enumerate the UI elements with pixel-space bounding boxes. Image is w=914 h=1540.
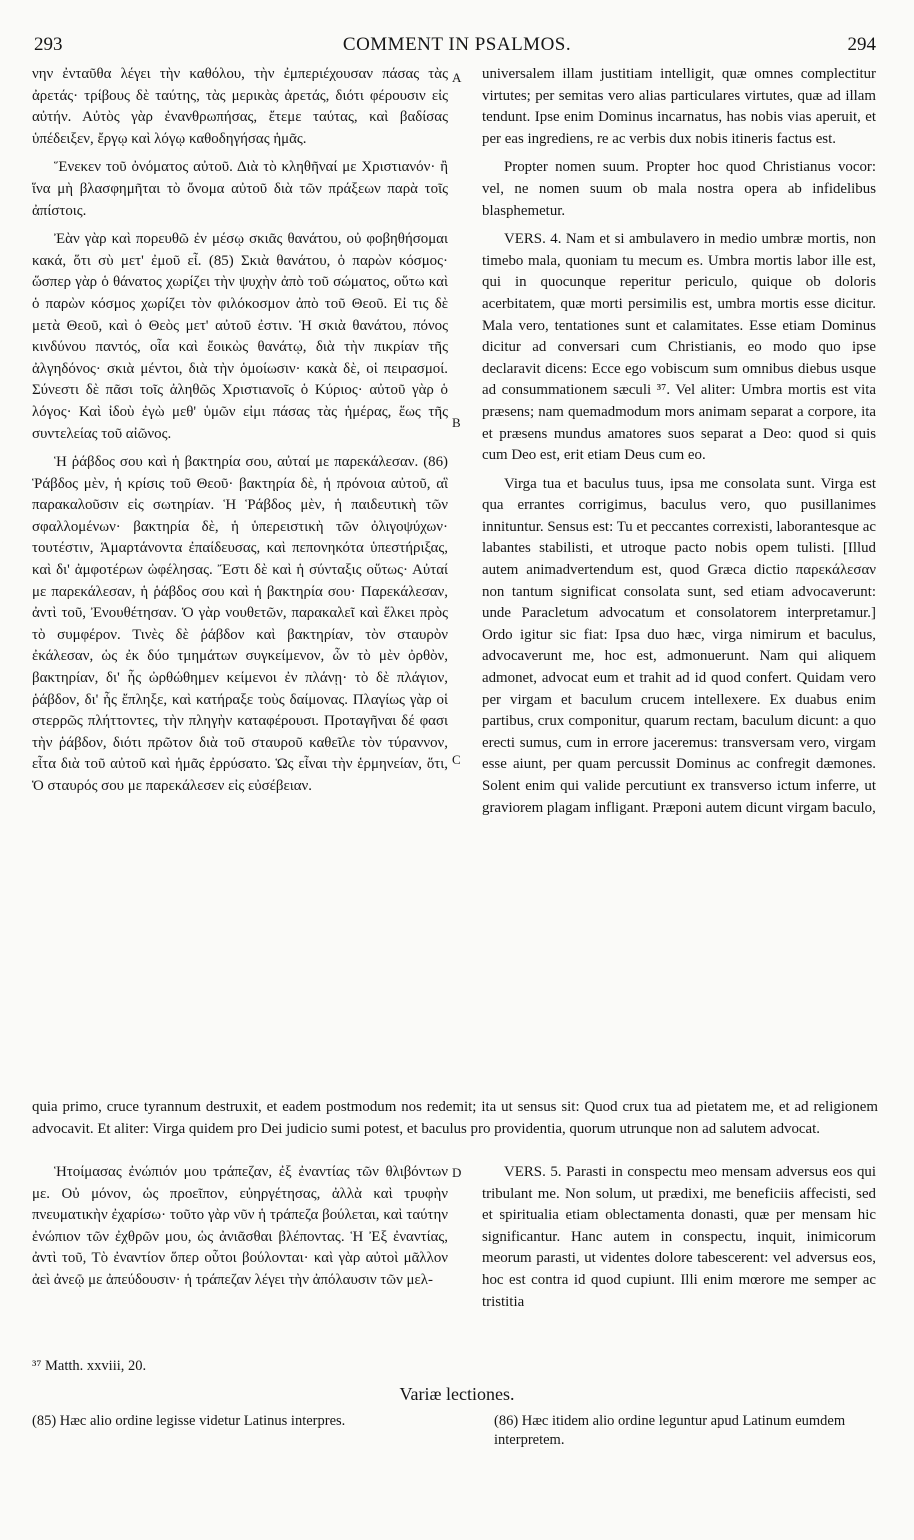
variant-note-86: (86) Hæc itidem alio ordine leguntur apud Latinum eumdem interpretem. bbox=[494, 1413, 846, 1448]
variae-lectiones-title: Variæ lectiones. bbox=[399, 1384, 515, 1404]
latin-paragraph: VERS. 4. Nam et si ambulavero in medio umbræ mortis, non timebo mala, quoniam tu mecum es. Umbra mortis labor ille est, qui in quocunque reperitur periculo, quique ob doloris acerbitatem, quæ morti persimilis est, umbra mortis esse dicitur. Mala vero, tentationes sunt et calamitates. Esse etiam Dominus dicitur ad conversari cum Christianis, eo modo quo ipse declaravit dicens: Ecce ego vobiscum sum omnibus diebus usque ad consummationem sæculi ³⁷. Vel aliter: Umbra mortis est vita præsens; nam quemadmodum mors animam separat a corpore, ita et præsens mundus amatores suos separat a Deo: quod si quis cum Deo est, erit etiam Deus cum eo. bbox=[482, 231, 876, 464]
greek-column bbox=[32, 64, 448, 805]
page-number-right: 294 bbox=[847, 34, 876, 55]
greek-paragraph: Ἕνεκεν τοῦ ὀνόματος αὐτοῦ. Διὰ τὸ κληθῆναί με Χριστιανόν· ἢ ἵνα μὴ βλασφημῆται τὸ ὄνομα αὐτοῦ διὰ τῶν πράξεων παρὰ τοῖς ἀπίστοις. bbox=[32, 159, 448, 219]
variant-note-85: (85) Hæc alio ordine legisse videtur Latinus interpres. bbox=[32, 1413, 346, 1429]
latin-paragraph: VERS. 5. Parasti in conspectu meo mensam adversus eos qui tribulant me. Non solum, ut prædixi, me beneficiis affecisti, sed et spiritualia etiam oblectamenta donasti, quæ per mensam hic significantur. Hanc autem in conspectu, inquit, inimicorum meorum parasti, ut videntes dolore tabescerent: vel adversus eos, hoc est contra id quod cupiunt. Illi enim mœrore me semper ac tristitia bbox=[482, 1164, 876, 1310]
running-title: COMMENT IN PSALMOS. bbox=[342, 34, 572, 55]
latin-column-bottom bbox=[482, 1162, 876, 1320]
page-header bbox=[0, 34, 914, 58]
margin-letter-a: A bbox=[452, 70, 462, 85]
margin-letter-b: B bbox=[452, 415, 461, 430]
greek-paragraph: Ἐὰν γὰρ καὶ πορευθῶ ἐν μέσῳ σκιᾶς θανάτου, οὐ φοβηθήσομαι κακά, ὅτι σὺ μετ' ἐμοῦ εἶ. (85) Σκιὰ θανάτου, ὁ παρὼν κόσμος· ὥσπερ γὰρ ὁ θάνατος χωρίζει τὴν ψυχὴν ἀπὸ τοῦ σώματος, οὕτω καὶ ὁ παρὼν κόσμος χωρίζει τὸν φιλόκοσμον ἀπὸ τοῦ Θεοῦ. Εἰ τις δὲ μετὰ Θεοῦ, καὶ ὁ Θεὸς μετ' αὐτοῦ ἐστιν. Ἡ σκιὰ θανάτου, πόνος κινδύνου παντός, οἷα καὶ ἔοικὼς θανάτῳ, διὰ τὴν πικρίαν τῆς ἀλγηδόνος· σκιὰ μέντοι, διὰ τὴν ὁμοίωσιν· κακὰ δὲ, οἱ πειρασμοί. Σύνεστι δὲ πᾶσι τοῖς ἀληθῶς Χριστιανοῖς ὁ Κύριος· αὐτοῦ γὰρ ὁ λόγος· Καὶ ἰδοὺ ἐγὼ μεθ' ὑμῶν εἰμι πάσας τὰς ἡμέρας, ἕως τῆς συντελείας τοῦ αἰῶνος. bbox=[32, 231, 448, 442]
greek-paragraph: Ἡ ῥάβδος σου καὶ ἡ βακτηρία σου, αὐταί με παρεκάλεσαν. (86) Ῥάβδος μὲν, ἡ κρίσις τοῦ Θεοῦ· βακτηρία δὲ, ἡ πρόνοια αὐτοῦ, αἳ παρακαλοῦσιν εἰς σωτηρίαν. Ἡ Ῥάβδος μὲν, ἡ παιδευτικὴ τῶν σφαλλομένων· βακτηρία δὲ, ἡ ὑπερειστικὴ τῶν ὀλιγοψύχων· τουτέστιν, Ἁμαρτάνοντα ἐπαίδευσας, καὶ πεπονηκότα ὑπεστήριξας, καὶ δι' ἀμφοτέρων ὠφέλησας. Ἔστι δὲ καὶ ἡ σύνταξις οὕτως· Αὐταί με παρεκάλεσαν, ἡ ῥάβδος σου καὶ ἡ βακτηρία σου· Παρεκάλεσαν, ἀντὶ τοῦ, Ἐνουθέτησαν. Ὁ γὰρ νουθετῶν, παρακαλεῖ καὶ ἕλκει πρὸς τὸ συμφέρον. Τινὲς δὲ ῥάβδον καὶ βακτηρίαν, τὸν σταυρὸν ἐκάλεσαν, ὡς ἐκ δύο τμημάτων συγκείμενον, ὧν τὸ μὲν ὀρθὸν, βακτηρίαν, δι' ἧς ὠρθώθημεν κείμενοι ἐν πλάνῃ· τὸ δὲ πλάγιον, ῥάβδον, δι' ἧς ἔπληξε, καὶ κατήραξε τοὺς δαίμονας. Πλαγίως γὰρ οἱ στερρῶς πλήττοντες, τὴν πληγὴν καταφέρουσι. Προταγῆναι δέ φασι τὴν ῥάβδον, διότι πρῶτον διὰ τοῦ σταυροῦ καθεῖλε τὸν τύραννον, εἶτα διὰ τοῦ αὐτοῦ καὶ ἡμᾶς ἐρρύσατο. Ὡς εἶναι τὴν ἑρμηνείαν, ὅτι, Ὁ σταυρός σου με παρεκάλεσεν εἰς εὐσέβειαν. bbox=[32, 454, 448, 794]
greek-paragraph: Ἡτοίμασας ἐνώπιόν μου τράπεζαν, ἐξ ἐναντίας τῶν θλιβόντων με. Οὐ μόνον, ὡς προεῖπον, εὐηργέτησας, ἀλλὰ καὶ τρυφὴν πνευματικὴν ἐχαρίσω· τοῦτο γὰρ νῦν ἡ τράπεζα βούλεται, καὶ ταύτην ἐνώπιον τῶν ἐχθρῶν μου, ὡς ἀνιᾶσθαι βλέποντας. Ἡ Ἐξ ἐναντίας, ἀντὶ τοῦ, Τὸ ἐναντίον ὅπερ οὗτοι βούλονται· καὶ γὰρ αὐτοὶ μᾶλλον ἀεὶ ἀνεῷ με ἀπεύδουσιν· ἡ τράπεζαν λέγει τὴν ἀπόλαυσιν τῶν μελ- bbox=[32, 1164, 448, 1288]
latin-column bbox=[482, 64, 876, 826]
greek-column-bottom bbox=[32, 1162, 448, 1299]
latin-paragraph: universalem illam justitiam intelligit, quæ omnes complectitur virtutes; per semitas vero alias particulares virtutes, quæ ad illam tendunt. Ipse enim Dominus incarnatus, has nobis vias aperuit, et per eas ingrediens, re ac verbis dux nobis itineris factus est. bbox=[482, 66, 876, 147]
margin-letter-c: C bbox=[452, 752, 461, 767]
latin-paragraph: Virga tua et baculus tuus, ipsa me consolata sunt. Virga est qua errantes corrigimus, baculus vero, quo pusillanimes innituntur. Sensus est: Tu et peccantes correxisti, laborantesque ac labantes stabilisti, et utroque pacto nobis opem tulisti. [Illud autem animadvertendum est, quod Græca dictio παρεκάλεσαν non tantum significat consolata sunt, sed etiam advocaverunt: unde Paracletum advocatum et consolatorem interpretamur.] Ordo igitur sic fiat: Ipsa duo hæc, virga nimirum et baculus, advocaverunt me, hoc est, admonuerunt. Nam qui aliquem admonet, advocat eum et trahit ad id quod confert. Quidam vero per virgam et baculum crucem intellexere. Ex duabus enim partibus, crux componitur, quarum rectam, baculum dicunt: a quo erecti sumus, cum in errore jaceremus: transversam vero, virgam esse aiunt, per quam percussit Dominus ac confregit dæmones. Solent enim qui valide percutiunt ex transverso ictum inferre, ut graviorem plagam infligant. Præponi autem dicunt virgam baculo, bbox=[482, 475, 876, 816]
latin-full-width-text: quia primo, cruce tyrannum destruxit, et eadem postmodum nos redemit; ita ut sensus sit: Quod crux tua ad pietatem me, et ad religionem advocavit. Et aliter: Virga quidem pro Dei judicio sumi potest, et baculus pro providentia, quorum utrunque non ad salutem advocat. bbox=[32, 1099, 878, 1137]
latin-paragraph: Propter nomen suum. Propter hoc quod Christianus vocor: vel, ne nomen suum ob mala nostra opera ab infidelibus blasphemetur. bbox=[482, 159, 876, 219]
footnote: ³⁷ Matth. xxviii, 20. bbox=[32, 1358, 147, 1374]
page-number-left: 293 bbox=[34, 34, 63, 55]
margin-letter-d: D bbox=[452, 1165, 462, 1180]
greek-paragraph: νην ἐνταῦθα λέγει τὴν καθόλου, τὴν ἐμπεριέχουσαν πάσας τὰς ἀρετάς· τρίβους δὲ ταύτης, τὰς μερικὰς ἀρετάς, διότι φέρουσιν εἰς αὐτήν. Αὐτὸς γὰρ ἐνανθρωπήσας, ἔτεμε ταύτας, καὶ βαδίσας ὑπέδειξεν, ἔργῳ καὶ λόγῳ καθοδηγήσας ἡμᾶς. bbox=[32, 66, 448, 147]
